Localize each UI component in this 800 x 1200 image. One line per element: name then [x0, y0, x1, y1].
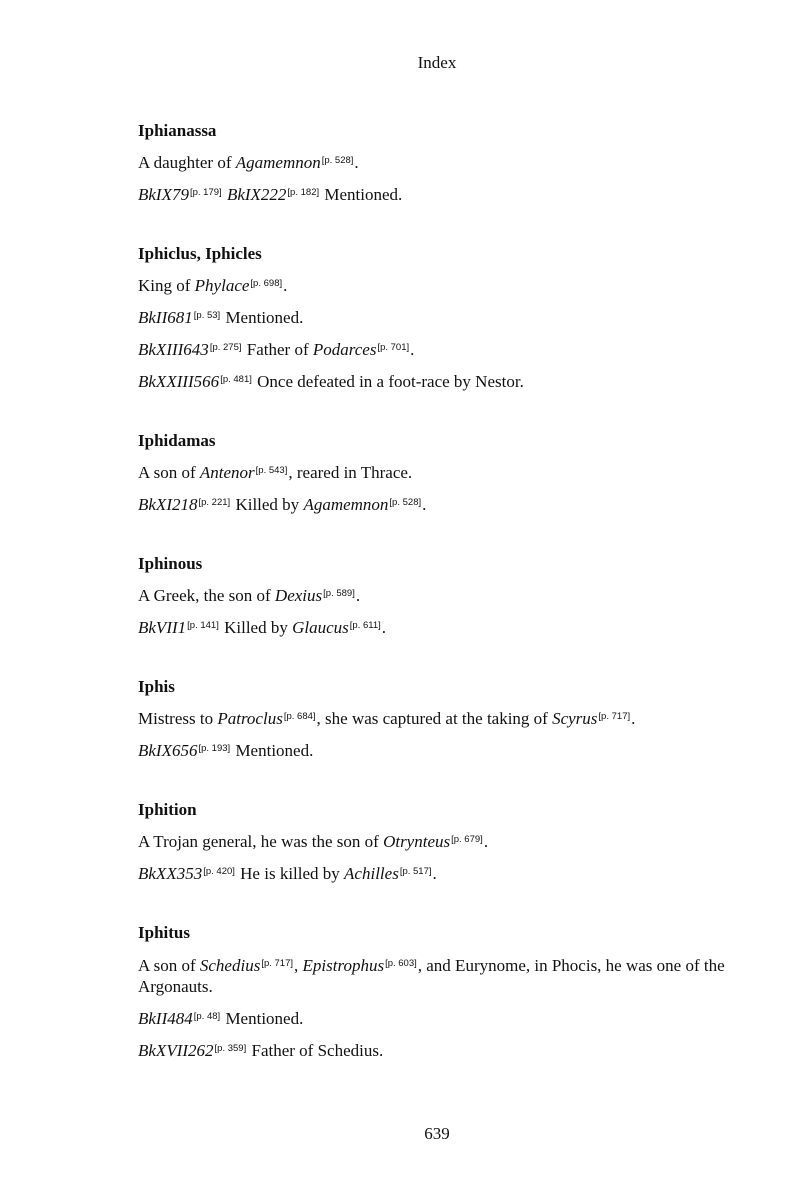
page-reference: [p. 141] [187, 620, 219, 631]
line-text: . [354, 153, 359, 172]
page-reference: [p. 717] [598, 711, 631, 722]
book-line-link[interactable]: BkXXIII566 [138, 372, 220, 391]
entry-line [138, 185, 738, 205]
page-reference: [p. 359] [214, 1043, 247, 1054]
book-line-link[interactable]: BkIX222 [226, 185, 287, 204]
page-reference: [p. 48] [193, 1011, 221, 1022]
line-text: , and Eurynome, in Phocis, he was one of the Argonauts. [138, 956, 725, 996]
index-entry [138, 554, 738, 638]
line-text: , [294, 956, 303, 975]
page-number: 639 [424, 1124, 450, 1143]
book-line-link[interactable]: BkII681 [138, 308, 193, 327]
page-reference: [p. 603] [385, 958, 417, 969]
page-reference: [p. 53] [193, 310, 221, 321]
cross-reference-link[interactable]: Otrynteus [383, 832, 451, 851]
book-line-link[interactable]: BkVII1 [138, 618, 187, 637]
line-text: , she was captured at the taking of [316, 709, 553, 728]
entry-title: Iphition [138, 800, 197, 819]
cross-reference-link[interactable]: Agamemnon [235, 153, 321, 172]
cross-reference-link[interactable]: Dexius [274, 586, 323, 605]
entry-line [138, 276, 738, 296]
entry-title: Iphianassa [138, 121, 217, 140]
line-text: Killed by [231, 495, 304, 514]
entry-title: Iphis [138, 677, 175, 696]
entry-line [138, 463, 738, 483]
book-line-link[interactable]: BkII484 [138, 1009, 193, 1028]
line-text: , reared in Thrace. [288, 463, 413, 482]
line-text: Killed by [219, 618, 293, 637]
book-line-link[interactable]: BkIX656 [138, 741, 198, 760]
line-text: Mentioned. [320, 185, 403, 204]
entry-line [138, 1009, 738, 1029]
index-entry [138, 677, 738, 761]
page-reference: [p. 698] [250, 278, 283, 289]
entry-title: Iphinous [138, 554, 203, 573]
line-text: Once defeated in a foot-race by Nestor. [252, 372, 524, 391]
entry-line [138, 741, 738, 761]
line-text: . [422, 495, 427, 514]
page-reference: [p. 528] [321, 155, 354, 166]
entry-line [138, 709, 738, 729]
index-entry [138, 923, 738, 1061]
page-reference: [p. 717] [261, 958, 294, 969]
page-reference: [p. 193] [198, 743, 231, 754]
entry-line [138, 864, 738, 884]
line-text: Mentioned. [231, 741, 314, 760]
entry-line [138, 1041, 738, 1061]
entry-line [138, 955, 738, 997]
cross-reference-link[interactable]: Schedius [199, 956, 261, 975]
cross-reference-link[interactable]: Agamemnon [303, 495, 389, 514]
entry-title: Iphitus [138, 923, 190, 942]
book-line-link[interactable]: BkXIII643 [138, 340, 209, 359]
page-reference: [p. 684] [283, 711, 316, 722]
line-text: Father of [242, 340, 313, 359]
line-text: A Trojan general, he was the son of [138, 832, 384, 851]
line-text: . [631, 709, 636, 728]
cross-reference-link[interactable]: Scyrus [552, 709, 598, 728]
entry-line [138, 495, 738, 515]
book-line-link[interactable]: BkXX353 [138, 864, 203, 883]
cross-reference-link[interactable]: Glaucus [292, 618, 349, 637]
entry-title: Iphidamas [138, 431, 216, 450]
line-text: King of [138, 276, 195, 295]
page-reference: [p. 589] [323, 588, 355, 599]
index-content [138, 121, 738, 1061]
entry-line [138, 340, 738, 360]
line-text: . [410, 340, 415, 359]
line-text: Father of Schedius. [247, 1041, 384, 1060]
line-text: A son of [138, 463, 200, 482]
cross-reference-link[interactable]: Podarces [312, 340, 377, 359]
line-text: . [381, 618, 387, 637]
page-reference: [p. 528] [389, 497, 422, 508]
running-head: Index [417, 53, 457, 72]
book-line-link[interactable]: BkXI218 [138, 495, 198, 514]
line-text: . [483, 832, 489, 851]
entry-line [138, 586, 738, 606]
cross-reference-link[interactable]: Epistrophus [302, 956, 385, 975]
page-reference: [p. 182] [287, 187, 320, 198]
entry-line [138, 832, 738, 852]
line-text: Mentioned. [221, 308, 304, 327]
entry-line [138, 618, 738, 638]
page-reference: [p. 275] [209, 342, 242, 353]
cross-reference-link[interactable]: Antenor [199, 463, 255, 482]
entry-title: Iphiclus, Iphicles [138, 244, 262, 263]
cross-reference-link[interactable]: Phylace [194, 276, 250, 295]
line-text: . [355, 586, 361, 605]
page-reference: [p. 611] [349, 620, 381, 631]
line-text: . [432, 864, 437, 883]
page-reference: [p. 679] [451, 834, 483, 845]
cross-reference-link[interactable]: Achilles [344, 864, 399, 883]
line-text: A son of [138, 956, 200, 975]
page-reference: [p. 221] [198, 497, 231, 508]
page-reference: [p. 481] [220, 374, 252, 385]
book-line-link[interactable]: BkIX79 [138, 185, 189, 204]
entry-line [138, 308, 738, 328]
page-reference: [p. 517] [399, 866, 432, 877]
page-reference: [p. 179] [189, 187, 222, 198]
line-text: A Greek, the son of [138, 586, 275, 605]
page-reference: [p. 701] [377, 342, 410, 353]
page-reference: [p. 420] [203, 866, 235, 877]
index-entry [138, 800, 738, 884]
book-line-link[interactable]: BkXVII262 [138, 1041, 214, 1060]
entry-line [138, 372, 738, 392]
index-entry [138, 244, 738, 392]
cross-reference-link[interactable]: Patroclus [217, 709, 283, 728]
line-text: He is killed by [235, 864, 345, 883]
index-entry [138, 431, 738, 515]
index-entry [138, 121, 738, 205]
entry-line [138, 153, 738, 173]
line-text: Mentioned. [221, 1009, 304, 1028]
line-text: Mistress to [138, 709, 218, 728]
line-text: A daughter of [138, 153, 236, 172]
page-reference: [p. 543] [255, 465, 288, 476]
line-text: . [283, 276, 288, 295]
